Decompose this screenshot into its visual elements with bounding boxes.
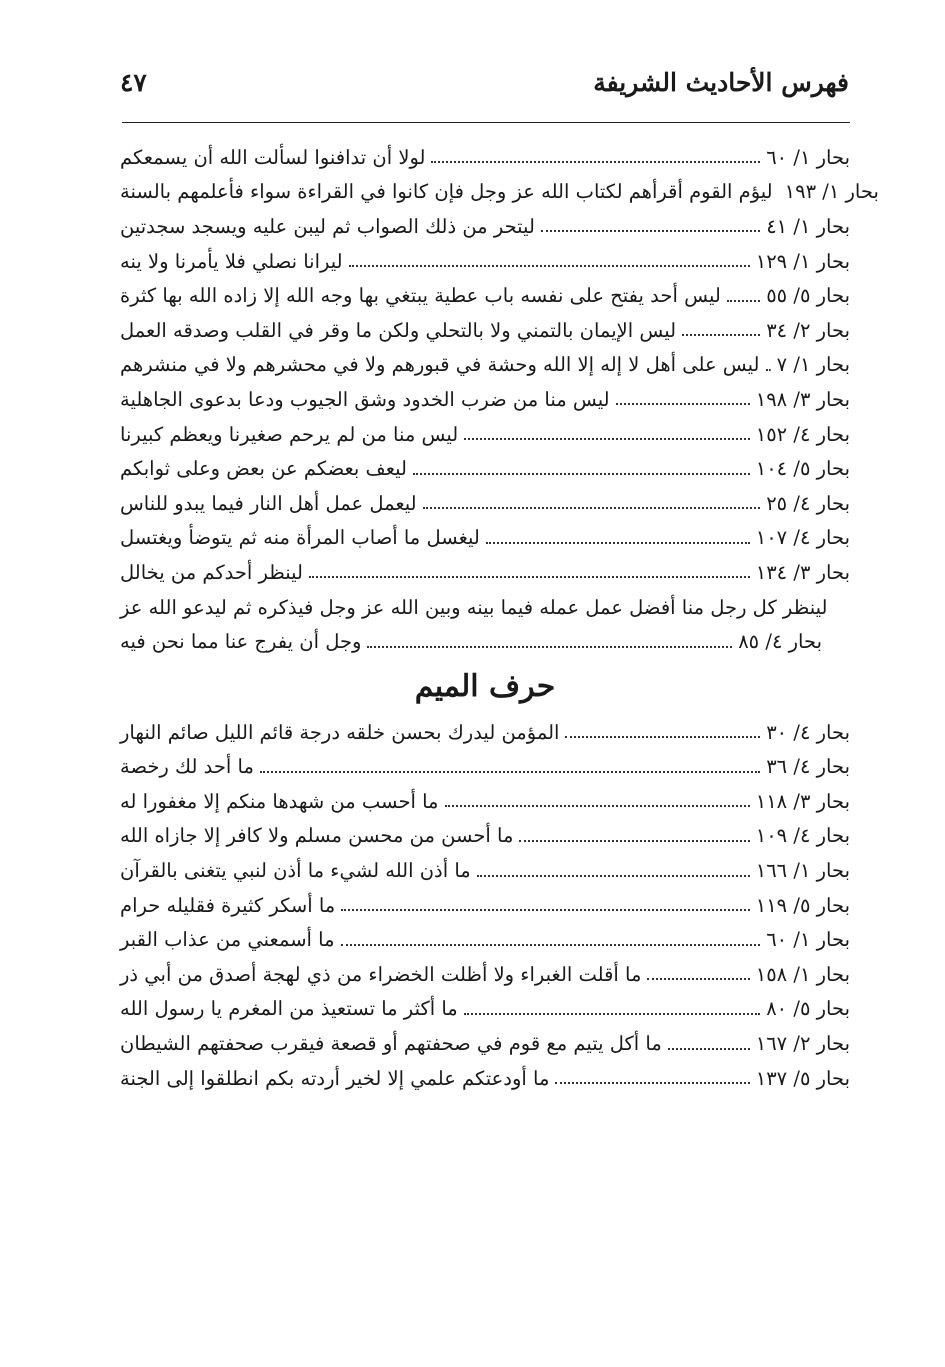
leader-dots [367, 646, 732, 648]
leader-dots [445, 805, 750, 807]
hadith-text: ليس الإيمان بالتمني ولا بالتحلي ولكن ما وقر في القلب وصدقه العمل [120, 318, 677, 342]
page-number: ٤٧ [120, 68, 147, 97]
reference: بحار ٥/ ٥٥ [766, 284, 850, 308]
reference: بحار ٣/ ١٩٨ [755, 387, 850, 411]
reference: بحار ١/ ٤١ [766, 214, 850, 238]
reference: بحار ١/ ١٩٣ [784, 180, 879, 204]
leader-dots [647, 978, 749, 980]
hadith-text: ليس أحد يفتح على نفسه باب عطية يبتغي بها وجه الله إلا زاده الله بها كثرة [120, 284, 721, 308]
reference: بحار ٢/ ١٦٧ [755, 1032, 850, 1056]
hadith-text: ما أكل يتيم مع قوم في صحفتهم أو قصعة فيقرب صحفتهم الشيطان [120, 1032, 662, 1056]
hadith-text: ما أقلت الغبراء ولا أظلت الخضراء من ذي لهجة أصدق من أبي ذر [120, 962, 642, 986]
index-list [120, 140, 879, 1095]
hadith-text: ليس منا من لم يرحم صغيرنا ويعظم كبيرنا [120, 422, 459, 446]
reference: بحار ٤/ ١٠٧ [755, 526, 850, 550]
hadith-text: ما أحسب من شهدها منكم إلا مغفورا له [120, 789, 439, 813]
hadith-text: ما أحد لك رخصة [120, 755, 254, 779]
index-entry [120, 922, 850, 957]
reference: بحار ١/ ٦٠ [766, 145, 850, 169]
reference: بحار ١/ ١٢٩ [755, 249, 850, 273]
leader-dots [464, 1013, 760, 1015]
hadith-text: ليغسل ما أصاب المرأة منه ثم يتوضأ ويغتسل [120, 526, 480, 550]
reference: بحار ٥/ ٨٠ [766, 997, 850, 1021]
hadith-text: ليؤم القوم أقرأهم لكتاب الله عز وجل فإن كانوا في القراءة سواء فأعلمهم بالسنة [120, 180, 773, 204]
leader-dots [541, 230, 760, 232]
reference: بحار ٤/ ٣٦ [766, 755, 850, 779]
hadith-text: ليعمل عمل أهل النار فيما يبدو للناس [120, 491, 417, 515]
index-entry [120, 784, 850, 819]
reference: بحار ١/ ٧ [776, 353, 850, 377]
leader-dots [486, 542, 750, 544]
leader-dots [519, 840, 749, 842]
index-entry [120, 750, 850, 785]
leader-dots [464, 438, 750, 440]
hadith-text: ما أحسن من محسن مسلم ولا كافر إلا جازاه الله [120, 824, 514, 848]
leader-dots [431, 161, 760, 163]
leader-dots [309, 576, 750, 578]
hadith-text: المؤمن ليدرك بحسن خلقه درجة قائم الليل صائم النهار [120, 720, 560, 744]
leader-dots [565, 736, 760, 738]
hadith-text: ليس على أهل لا إله إلا الله وحشة في قبورهم ولا في محشرهم ولا في منشرهم [120, 353, 760, 377]
reference: بحار ٤/ ٣٠ [766, 720, 850, 744]
leader-dots [668, 1048, 750, 1050]
leader-dots [727, 300, 760, 302]
reference: بحار ١/ ١٥٨ [755, 962, 850, 986]
reference: بحار ٣/ ١١٨ [755, 789, 850, 813]
index-entry [120, 486, 850, 521]
reference: بحار ٥/ ١١٩ [755, 893, 850, 917]
leader-dots [682, 334, 760, 336]
hadith-text: لولا أن تدافنوا لسألت الله أن يسمعكم [120, 145, 426, 169]
reference: بحار ٤/ ٢٥ [766, 491, 850, 515]
leader-dots [349, 265, 750, 267]
index-entry [120, 451, 850, 486]
index-entry [120, 313, 850, 348]
leader-dots [413, 473, 750, 475]
index-entry [120, 278, 850, 313]
hadith-text: ما أكثر ما تستعيذ من المغرم يا رسول الله [120, 997, 458, 1021]
leader-dots [260, 771, 760, 773]
leader-dots [341, 909, 750, 911]
reference: بحار ٣/ ١٣٤ [755, 560, 850, 584]
index-entry [120, 140, 850, 175]
leader-dots [477, 875, 750, 877]
hadith-text: ما أذن الله لشيء ما أذن لنبي يتغنى بالقرآن [120, 859, 471, 883]
hadith-text: لينظر كل رجل منا أفضل عمل عمله فيما بينه وبين الله عز وجل فيذكره ثم ليدعو الله عز [120, 595, 828, 619]
reference: بحار ٤/ ٨٥ [738, 630, 822, 654]
index-entry [120, 888, 850, 923]
reference: بحار ١/ ١٦٦ [755, 859, 850, 883]
reference: بحار ٥/ ١٠٤ [755, 457, 850, 481]
index-entry-first-line [120, 590, 850, 625]
leader-dots [616, 403, 750, 405]
reference: بحار ١/ ٦٠ [766, 928, 850, 952]
hadith-text: ليس منا من ضرب الخدود وشق الجيوب ودعا بدعوى الجاهلية [120, 387, 610, 411]
reference: بحار ٢/ ٣٤ [766, 318, 850, 342]
index-entry [120, 715, 850, 750]
index-entry [120, 555, 850, 590]
index-entry [120, 209, 850, 244]
index-entry [120, 957, 850, 992]
reference: بحار ٤/ ١٠٩ [755, 824, 850, 848]
header-divider [122, 122, 850, 123]
index-entry-continuation [120, 624, 850, 659]
hadith-text: ليعف بعضكم عن بعض وعلى ثوابكم [120, 457, 407, 481]
leader-dots [766, 369, 771, 371]
index-entry [120, 175, 879, 210]
index-entry [120, 382, 850, 417]
hadith-text: لينظر أحدكم من يخالل [120, 560, 303, 584]
index-entry [120, 819, 850, 854]
running-title: فهرس الأحاديث الشريفة [593, 68, 849, 97]
index-entry [120, 348, 850, 383]
index-entry [120, 244, 850, 279]
leader-dots [555, 1082, 749, 1084]
reference: بحار ٤/ ١٥٢ [755, 422, 850, 446]
hadith-text: ليرانا نصلي فلا يأمرنا ولا ينه [120, 249, 343, 273]
index-entry [120, 1026, 850, 1061]
hadith-text: ما أسمعني من عذاب القبر [120, 928, 335, 952]
index-entry [120, 417, 850, 452]
index-entry [120, 853, 850, 888]
leader-dots [341, 944, 761, 946]
leader-dots [423, 507, 761, 509]
reference: بحار ٥/ ١٣٧ [755, 1066, 850, 1090]
index-entry [120, 521, 850, 556]
index-entry [120, 992, 850, 1027]
section-heading: حرف الميم [414, 669, 556, 705]
hadith-text: وجل أن يفرج عنا مما نحن فيه [120, 630, 362, 654]
index-entry [120, 1061, 850, 1096]
hadith-text: ما أسكر كثيرة فقليله حرام [120, 893, 336, 917]
hadith-text: ما أودعتكم علمي إلا لخير أردته بكم انطلقوا إلى الجنة [120, 1066, 550, 1090]
hadith-text: ليتحر من ذلك الصواب ثم ليبن عليه ويسجد سجدتين [120, 214, 535, 238]
